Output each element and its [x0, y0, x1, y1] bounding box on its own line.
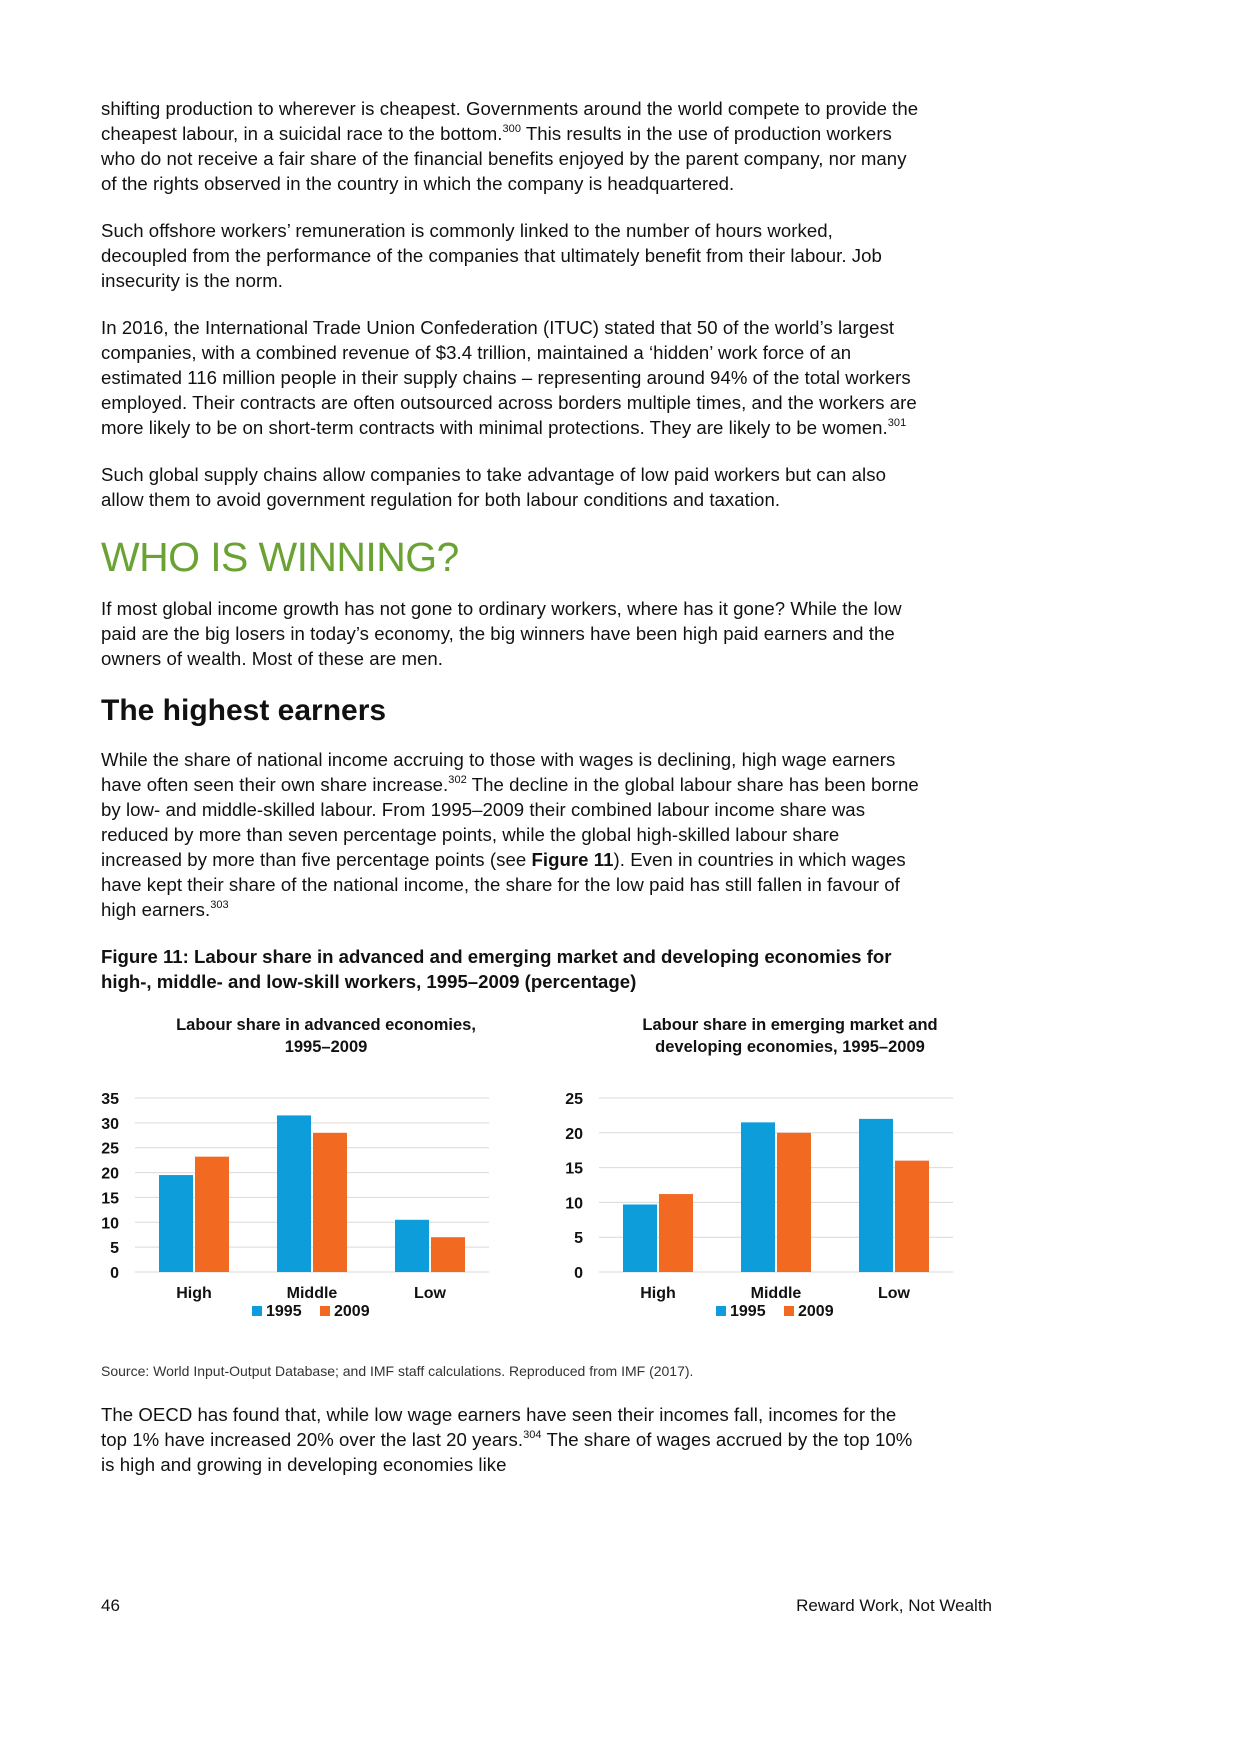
- y-tick-label: 15: [101, 1190, 119, 1208]
- y-tick-label: 10: [101, 1215, 119, 1233]
- paragraph-text: The OECD has found that, while low wage earners have seen their incomes fall, incomes for the top 1% have increased 20% over the last 20 years.: [101, 1404, 897, 1450]
- paragraph-text: While the share of national income accruing to those with wages is declining, high wage earners have often seen their own share increase.: [101, 749, 896, 795]
- x-tick-label: Middle: [286, 1285, 338, 1302]
- paragraph-income-growth: If most global income growth has not gone to ordinary workers, where has it gone? While the low paid are the big losers in today’s economy, the big winners have been high paid earners and the owners of wealth. Most of these are men.: [101, 598, 902, 669]
- paragraph-text: The decline in the global labour share has been borne by low- and middle-skilled labour. From 1995–2009 their combined labour income share was reduced by more than seven percentage points, while the global high-skilled labour share increased by more than five percentage points (see: [101, 774, 919, 870]
- legend-label: 2009: [798, 1303, 834, 1320]
- bar-1995-high: [159, 1175, 193, 1272]
- figure-title: Figure 11: Labour share in advanced and emerging market and developing economies for high-, middle- and low-skill workers, 1995–2009 (percentage): [101, 946, 892, 992]
- chart-title-line: developing economies, 1995–2009: [655, 1038, 925, 1056]
- y-tick-label: 15: [565, 1160, 583, 1178]
- y-tick-label: 20: [101, 1165, 119, 1183]
- paragraph-oecd: [101, 1402, 921, 1477]
- legend-swatch: [784, 1306, 794, 1316]
- y-tick-label: 5: [110, 1240, 119, 1258]
- document-title: Reward Work, Not Wealth: [796, 1596, 992, 1615]
- y-tick-label: 30: [101, 1115, 119, 1133]
- paragraph-high-earners: [101, 747, 921, 922]
- paragraph-ituc: [101, 315, 921, 440]
- footnote-ref[interactable]: 304: [523, 1428, 542, 1441]
- footnote-ref[interactable]: 302: [448, 773, 467, 786]
- y-tick-label: 10: [565, 1195, 583, 1213]
- bar-2009-low: [431, 1237, 465, 1272]
- x-tick-label: Low: [414, 1285, 446, 1302]
- figure-reference: Figure 11: [531, 849, 614, 870]
- footnote-ref[interactable]: 301: [887, 416, 907, 429]
- paragraph-text: This results in the use of production workers who do not receive a fair share of the financial benefits enjoyed by the parent company, nor many of the rights observed in the country in which the company is headquartered.: [101, 123, 907, 194]
- y-tick-label: 25: [101, 1140, 119, 1158]
- chart-title-line: Labour share in emerging market and: [642, 1016, 938, 1034]
- y-tick-label: 25: [565, 1091, 583, 1108]
- paragraph-text: In 2016, the International Trade Union Confederation (ITUC) stated that 50 of the world’s largest companies, with a combined revenue of $3.4 trillion, maintained a ‘hidden’ work force of an estimated 116 million people in their supply chains – representing around 94% of the total workers employed. Their contracts are often outsourced across borders multiple times, and the workers are more likely to be on short-term contracts with minimal protections. They are likely to be women.: [101, 317, 917, 438]
- bar-1995-high: [623, 1204, 657, 1272]
- bar-1995-low: [859, 1119, 893, 1272]
- bar-chart-svg: [551, 1014, 981, 1356]
- paragraph-text: ). Even in countries in which wages have kept their share of the national income, the share for the low paid has still fallen in favour of high earners.: [101, 849, 906, 920]
- y-tick-label: 0: [574, 1265, 583, 1282]
- bar-1995-middle: [741, 1122, 775, 1272]
- y-tick-label: 20: [565, 1125, 583, 1143]
- paragraph-text: The share of wages accrued by the top 10% is high and growing in developing economies like: [101, 1429, 913, 1475]
- bar-2009-low: [895, 1161, 929, 1272]
- paragraph-supply-chain: [101, 96, 921, 196]
- bar-1995-low: [395, 1220, 429, 1272]
- legend-swatch: [252, 1306, 262, 1316]
- bar-2009-high: [659, 1194, 693, 1272]
- document-body: [101, 96, 938, 1499]
- section-heading: WHO IS WINNING?: [101, 534, 459, 580]
- legend-swatch: [320, 1306, 330, 1316]
- y-tick-label: 35: [101, 1091, 119, 1108]
- subsection-heading: The highest earners: [101, 694, 387, 727]
- paragraph-text: shifting production to wherever is cheapest. Governments around the world compete to provide the cheapest labour, in a suicidal race to the bottom.: [101, 98, 919, 144]
- x-tick-label: Low: [878, 1285, 910, 1302]
- page-number: 46: [101, 1596, 120, 1615]
- chart-title-line: 1995–2009: [284, 1038, 368, 1056]
- figure-charts: [101, 1014, 991, 1356]
- legend-swatch: [716, 1306, 726, 1316]
- legend-label: 1995: [730, 1303, 766, 1320]
- bar-2009-high: [195, 1157, 229, 1272]
- footnote-ref[interactable]: 300: [502, 122, 521, 135]
- y-tick-label: 0: [110, 1265, 119, 1282]
- figure-source: Source: World Input-Output Database; and IMF staff calculations. Reproduced from IMF (2017).: [101, 1363, 694, 1379]
- x-tick-label: High: [176, 1285, 212, 1302]
- legend-label: 1995: [266, 1303, 302, 1320]
- bar-2009-middle: [313, 1133, 347, 1272]
- legend-label: 2009: [334, 1303, 370, 1320]
- paragraph-global-supply-chains: Such global supply chains allow companies to take advantage of low paid workers but can also allow them to avoid government regulation for both labour conditions and taxation.: [101, 464, 886, 510]
- x-tick-label: High: [640, 1285, 676, 1302]
- chart-title-line: Labour share in advanced economies,: [176, 1016, 476, 1034]
- paragraph-offshore-workers: Such offshore workers’ remuneration is commonly linked to the number of hours worked, decoupled from the performance of the companies that ultimately benefit from their labour. Job insecurity is the norm.: [101, 220, 882, 291]
- footnote-ref[interactable]: 303: [210, 898, 229, 911]
- x-tick-label: Middle: [750, 1285, 802, 1302]
- bar-2009-middle: [777, 1133, 811, 1272]
- bar-1995-middle: [277, 1115, 311, 1272]
- bar-chart-svg: [87, 1014, 517, 1356]
- y-tick-label: 5: [574, 1230, 583, 1248]
